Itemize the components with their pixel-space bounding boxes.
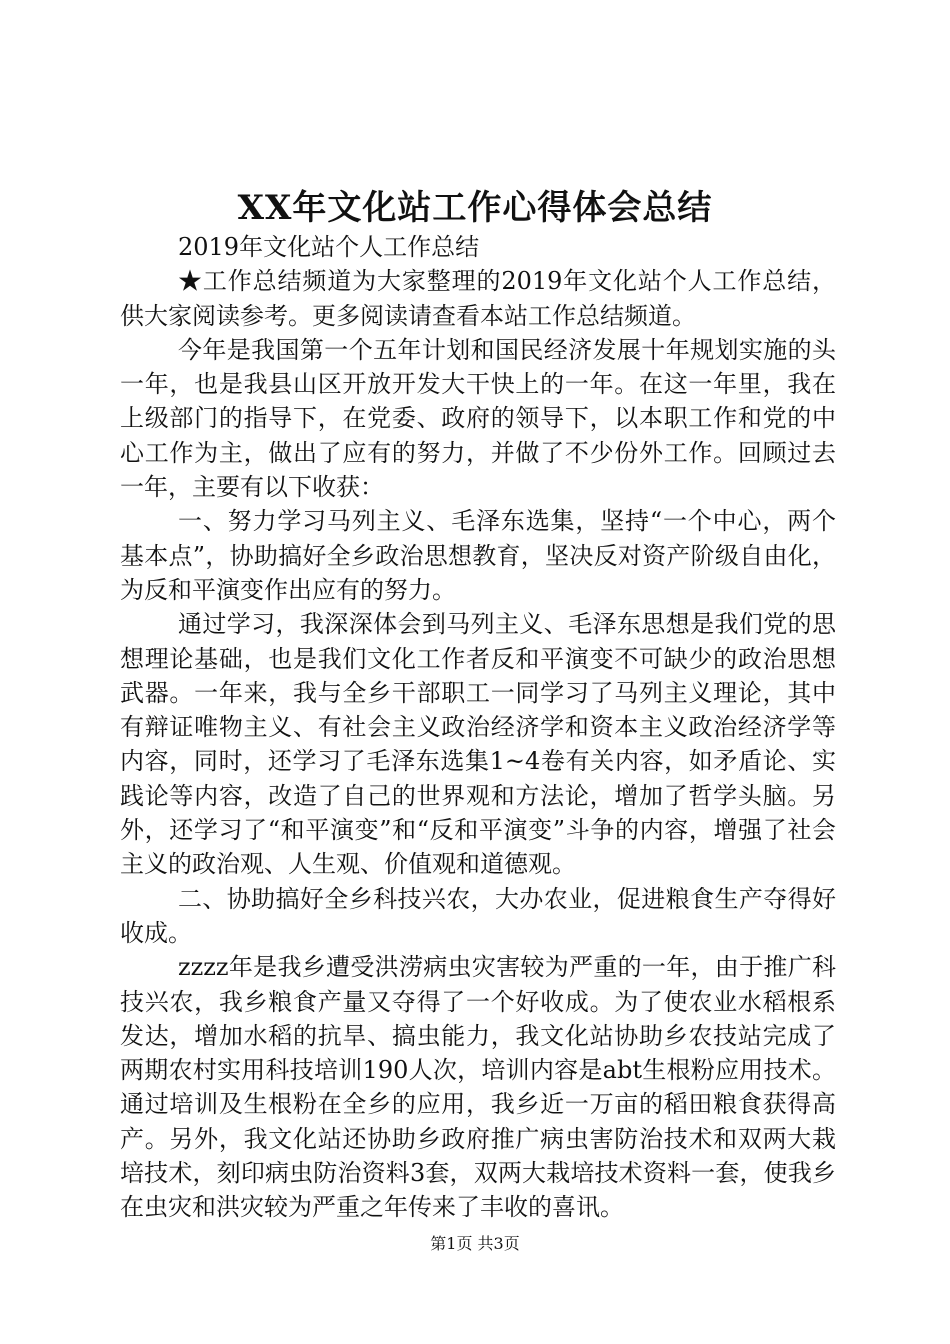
paragraph-overview: 今年是我国第一个五年计划和国民经济发展十年规划实施的头一年，也是我县山区开放开发大干快上的一年。在这一年里，我在上级部门的指导下，在党委、政府的领导下，以本职工作和党的中心工作为主，做出了应有的努力，并做了不少份外工作。回顾过去一年，主要有以下收获： bbox=[120, 335, 836, 502]
page-footer: 第1页 共3页 bbox=[430, 1234, 520, 1253]
document-body bbox=[120, 230, 836, 1225]
paragraph-study-detail: 通过学习，我深深体会到马列主义、毛泽东思想是我们党的思想理论基础，也是我们文化工作者反和平演变不可缺少的政治思想武器。一年来，我与全乡干部职工一同学习了马列主义理论，其中有辩证唯物主义、有社会主义政治经济学和资本主义政治经济学等内容，同时，还学习了毛泽东选集1~4卷有关内容，如矛盾论、实践论等内容，改造了自己的世界观和方法论，增加了哲学头脑。另外，还学习了“和平演变”和“反和平演变”斗争的内容，增强了社会主义的政治观、人生观、价值观和道德观。 bbox=[120, 610, 836, 879]
paragraph-subtitle: 2019年文化站个人工作总结 bbox=[178, 233, 480, 261]
paragraph-section-two: 二、协助搞好全乡科技兴农，大办农业，促进粮食生产夺得好收成。 bbox=[120, 884, 836, 947]
document-title: XX年文化站工作心得体会总结 bbox=[237, 188, 713, 228]
paragraph-section-one: 一、努力学习马列主义、毛泽东选集，坚持“一个中心，两个基本点”，协助搞好全乡政治思想教育，坚决反对资产阶级自由化，为反和平演变作出应有的努力。 bbox=[120, 507, 836, 604]
paragraph-agriculture-detail: zzzz年是我乡遭受洪涝病虫灾害较为严重的一年，由于推广科技兴农，我乡粮食产量又夺得了一个好收成。为了使农业水稻根系发达，增加水稻的抗旱、搞虫能力，我文化站协助乡农技站完成了两期农村实用科技培训190人次，培训内容是abt生根粉应用技术。通过培训及生根粉在全乡的应用，我乡近一万亩的稻田粮食获得高产。另外，我文化站还协助乡政府推广病虫害防治技术和双两大栽培技术，刻印病虫防治资料3套，双两大栽培技术资料一套，使我乡在虫灾和洪灾较为严重之年传来了丰收的喜讯。 bbox=[120, 953, 836, 1222]
paragraph-intro: ★工作总结频道为大家整理的2019年文化站个人工作总结，供大家阅读参考。更多阅读请查看本站工作总结频道。 bbox=[120, 267, 836, 330]
